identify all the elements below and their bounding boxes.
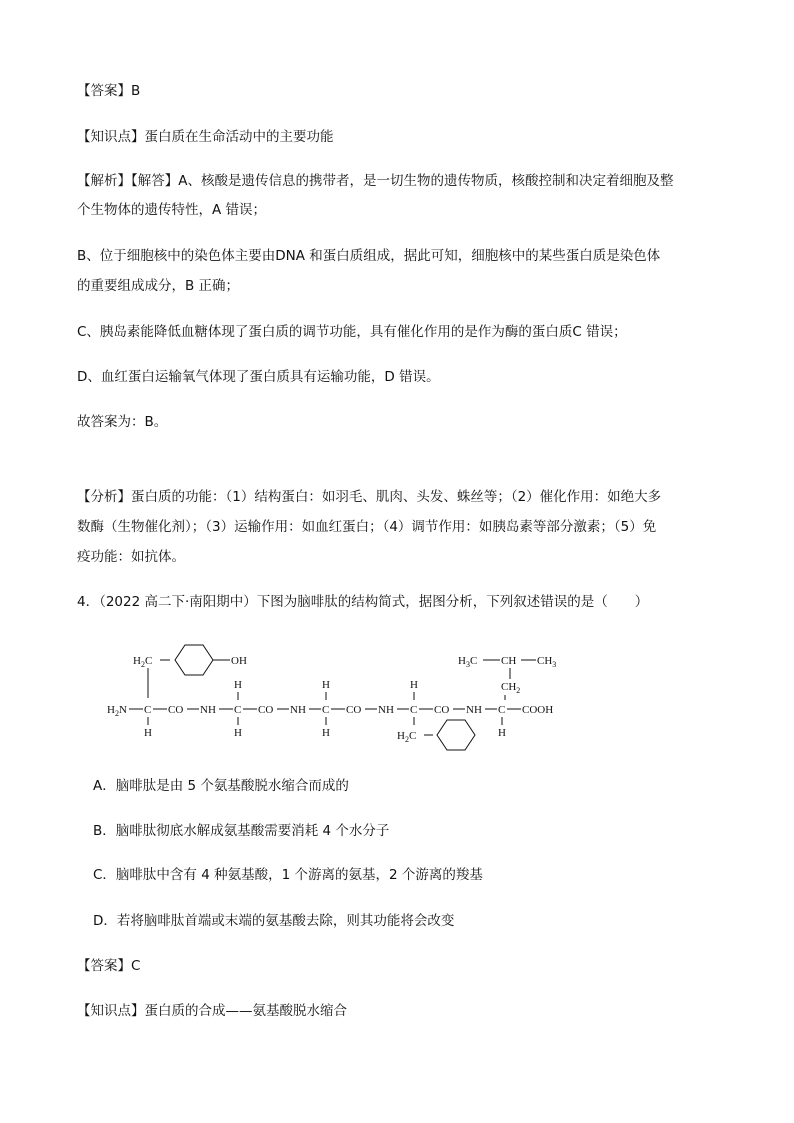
backbone-nh: NH bbox=[466, 704, 482, 716]
option-a: A．脑啡肽是由 5 个氨基酸脱水缩合而成的 bbox=[93, 778, 349, 794]
backbone-c: C bbox=[322, 704, 330, 716]
analysis-line: C、胰岛素能降低血糖体现了蛋白质的调节功能，具有催化作用的是作为酶的蛋白质C 错误； bbox=[77, 324, 627, 340]
backbone-co: CO bbox=[258, 704, 274, 716]
h-atom: H bbox=[322, 679, 330, 691]
h-atom: H bbox=[498, 727, 506, 739]
h2c-label: $H_2C$ bbox=[397, 730, 417, 744]
backbone-nh: NH bbox=[290, 704, 306, 716]
ch3-label: $CH_3$ bbox=[537, 655, 557, 669]
backbone-nh: NH bbox=[200, 704, 216, 716]
ch-label: CH bbox=[501, 655, 517, 667]
knowledge-point-line: 【知识点】蛋白质在生命活动中的主要功能 bbox=[77, 129, 334, 145]
backbone-co: CO bbox=[434, 704, 450, 716]
backbone-c: C bbox=[410, 704, 418, 716]
enkephalin-structure-diagram bbox=[0, 628, 794, 758]
answer-line: 【答案】B bbox=[77, 83, 141, 99]
knowledge-point-line: 【知识点】蛋白质的合成——氨基酸脱水缩合 bbox=[77, 1003, 347, 1019]
backbone-co: CO bbox=[168, 704, 184, 716]
benzene-ring-1 bbox=[175, 645, 213, 675]
h-atom: H bbox=[234, 679, 242, 691]
analysis-line: 故答案为：B。 bbox=[77, 414, 168, 430]
ch2-label: $CH_2$ bbox=[501, 681, 521, 695]
question-stem: 4．（2022 高二下·南阳期中）下图为脑啡肽的结构简式，据图分析，下列叙述错误的是（ ） bbox=[77, 594, 649, 610]
h3c-label: $H_3C$ bbox=[458, 655, 478, 669]
fenxi-line: 数酶（生物催化剂）；（3）运输作用：如血红蛋白；（4）调节作用：如胰岛素等部分激素；（5）免 bbox=[77, 519, 657, 535]
option-b: B．脑啡肽彻底水解成氨基酸需要消耗 4 个水分子 bbox=[93, 823, 390, 839]
analysis-line: B、位于细胞核中的染色体主要由DNA 和蛋白质组成，据此可知，细胞核中的某些蛋白质是染色体 bbox=[77, 248, 661, 264]
analysis-line: 的重要组成成分，B 正确； bbox=[77, 278, 240, 294]
option-d: D．若将脑啡肽首端或末端的氨基酸去除，则其功能将会改变 bbox=[93, 913, 455, 929]
oh-label: OH bbox=[231, 655, 247, 667]
backbone-co: CO bbox=[346, 704, 362, 716]
cooh-label: COOH bbox=[522, 704, 554, 716]
answer-line: 【答案】C bbox=[77, 958, 141, 974]
option-c: C．脑啡肽中含有 4 种氨基酸，1 个游离的氨基，2 个游离的羧基 bbox=[93, 867, 483, 883]
backbone-c: C bbox=[144, 704, 152, 716]
analysis-line: 个生物体的遗传特性，A 错误； bbox=[77, 202, 267, 218]
h2n-label: $H_2N$ bbox=[107, 704, 127, 718]
fenxi-line: 【分析】蛋白质的功能：（1）结构蛋白：如羽毛、肌肉、头发、蛛丝等；（2）催化作用：如绝大多 bbox=[77, 489, 662, 505]
backbone-c: C bbox=[234, 704, 242, 716]
backbone-c: C bbox=[498, 704, 506, 716]
fenxi-line: 疫功能：如抗体。 bbox=[77, 549, 185, 565]
h-atom: H bbox=[144, 727, 152, 739]
analysis-line: 【解析】【解答】A、核酸是遗传信息的携带者，是一切生物的遗传物质，核酸控制和决定着细胞及整 bbox=[77, 173, 674, 189]
backbone-nh: NH bbox=[378, 704, 394, 716]
h2c-label: $H_2C$ bbox=[133, 655, 153, 669]
analysis-line: D、血红蛋白运输氧气体现了蛋白质具有运输功能，D 错误。 bbox=[77, 369, 440, 385]
h-atom: H bbox=[322, 727, 330, 739]
h-atom: H bbox=[234, 727, 242, 739]
h-atom: H bbox=[410, 679, 418, 691]
benzene-ring-2 bbox=[437, 720, 475, 750]
